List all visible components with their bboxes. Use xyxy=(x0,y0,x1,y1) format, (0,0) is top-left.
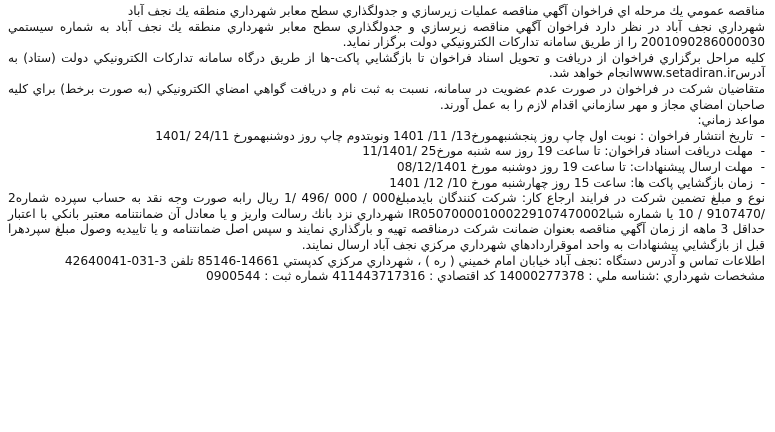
membership-paragraph: متقاضيان شركت در فراخوان در صورت عدم عضويت در سامانه، نسبت به ثبت نام و دريافت گواهي امضاي الكترونيكي (به صورت برخط) براي كليه صاحبان امضاي مجاز و مهر سازماني اقدام لازم را به عمل آورند. xyxy=(8,81,765,112)
document-deadline-item: - مهلت دريافت اسناد فراخوان: تا ساعت 19 روز سه شنبه مورخ25 /11/1401 xyxy=(8,144,765,160)
process-paragraph: كليه مراحل برگزاري فراخوان از دريافت و تحويل اسناد فراخوان تا بازگشايي پاكت-ها از طريق درگاه سامانه تداركات الكترونيكي دولت (ستاد) به آدرسwww.setadiran.irانجام خواهد شد. xyxy=(8,50,765,81)
contact-paragraph: اطلاعات تماس و آدرس دستگاه :نجف آباد خيابان امام خميني ( ره ) ، شهرداري مركزي كدپستي 14661-85146 تلفن 3-031-42640041 xyxy=(64,253,765,268)
opening-time-item: - زمان بازگشايي پاكت ها: ساعت 15 روز چهارشنبه مورخ 10/ 12/ 1401 xyxy=(8,176,765,192)
notice-title: مناقصه عمومي يك مرحله اي فراخوان آگهي مناقصه عمليات زيرسازي و جدولگذاري سطح معابر شهرداري منطقه يك نجف آباد xyxy=(127,4,765,18)
timing-section xyxy=(8,113,765,191)
intro-paragraph: شهرداري نجف آباد در نظر دارد فراخوان آگهي مناقصه زيرسازي و جدولگذاري سطح معابر شهرداري منطقه يك نجف آباد به شماره سيستمي 2001090286000030 را از طريق سامانه تداركات الكترونيكي دولت برگزار نمايد. xyxy=(8,19,765,50)
specs-paragraph: مشخصات شهرداري :شناسه ملي : 14000277378 كد اقتصادي : 411443717316 شماره ثبت : 0900544 xyxy=(206,269,765,284)
publish-date-item: - تاريخ انتشار فراخوان : نوبت اول چاپ روز پنجشنبهمورخ13/ 11/ 1401 ونوبتدوم چاپ روز دوشنبهمورخ 24/11 /1401 xyxy=(8,129,765,145)
timing-heading: مواعد زماني: xyxy=(697,113,765,128)
submission-deadline-item: - مهلت ارسال پيشنهادات: تا ساعت 19 روز دوشنبه مورخ 08/12/1401 xyxy=(8,160,765,176)
guarantee-paragraph: نوع و مبلغ تضمين شركت در فرايند ارجاع كار: شركت كنندگان بايدمبلغ000 / 000 /496 /1 ريال رابه صورت وجه نقد به حساب سپرده شماره2 /9107470 / 10 يا شماره شباIR050700001000229107470002 شهرداري نزد بانك رسالت واريز و يا معادل آن ضمانتنامه معتبر بانكي با اعتبار حداقل 3 ماهه از زمان آگهي مناقصه بعنوان ضمانت شركت درمناقصه تهيه و بارگذاري نمايند و سپس اصل ضمانتنامه و يا تاييديه وصول مبلغ سپردهرا قبل از بازگشايي پيشنهادات به واحد اموقراردادهاي شهرداري مركزي نجف آباد ارسال نمايند. xyxy=(8,191,766,252)
